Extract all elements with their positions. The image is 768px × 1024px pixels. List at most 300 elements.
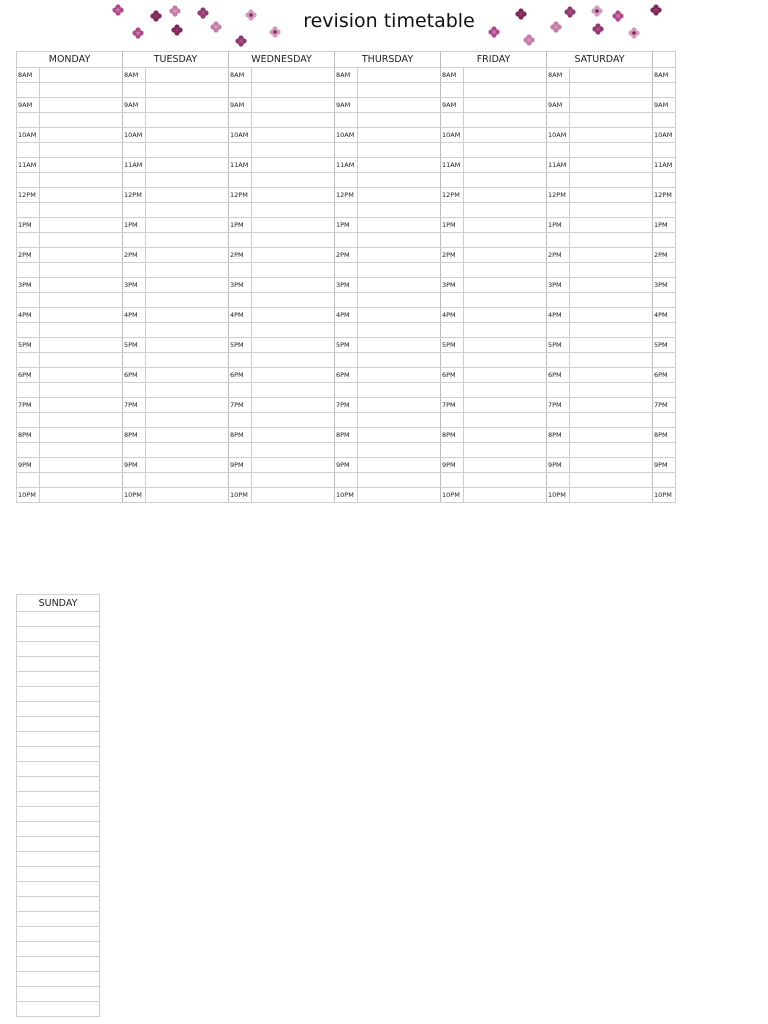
- timetable-slot[interactable]: [252, 128, 335, 143]
- timetable-slot[interactable]: [570, 233, 653, 248]
- timetable-slot[interactable]: [570, 428, 653, 443]
- timetable-slot[interactable]: [146, 413, 229, 428]
- timetable-slot[interactable]: [358, 233, 441, 248]
- timetable-slot[interactable]: [464, 443, 547, 458]
- timetable-slot[interactable]: [335, 353, 358, 368]
- timetable-slot[interactable]: [146, 98, 229, 113]
- timetable-slot[interactable]: [40, 278, 123, 293]
- timetable-slot[interactable]: [252, 113, 335, 128]
- timetable-slot[interactable]: [146, 158, 229, 173]
- timetable-slot[interactable]: [17, 717, 100, 732]
- timetable-slot[interactable]: [252, 473, 335, 488]
- timetable-slot[interactable]: [40, 263, 123, 278]
- timetable-slot[interactable]: [146, 233, 229, 248]
- timetable-slot[interactable]: [570, 203, 653, 218]
- timetable-slot[interactable]: [146, 458, 229, 473]
- timetable-slot[interactable]: [17, 792, 100, 807]
- timetable-slot[interactable]: [358, 443, 441, 458]
- timetable-slot[interactable]: [229, 203, 252, 218]
- timetable-slot[interactable]: [17, 912, 100, 927]
- timetable-slot[interactable]: [570, 293, 653, 308]
- timetable-slot[interactable]: [40, 113, 123, 128]
- timetable-slot[interactable]: [252, 173, 335, 188]
- timetable-slot[interactable]: [146, 188, 229, 203]
- timetable-slot[interactable]: [441, 353, 464, 368]
- timetable-slot[interactable]: [570, 323, 653, 338]
- timetable-slot[interactable]: [358, 383, 441, 398]
- timetable-slot[interactable]: [335, 203, 358, 218]
- timetable-slot[interactable]: [123, 293, 146, 308]
- timetable-slot[interactable]: [17, 473, 40, 488]
- timetable-slot[interactable]: [229, 293, 252, 308]
- timetable-slot[interactable]: [335, 293, 358, 308]
- timetable-slot[interactable]: [335, 83, 358, 98]
- timetable-slot[interactable]: [570, 413, 653, 428]
- timetable-slot[interactable]: [335, 443, 358, 458]
- timetable-slot[interactable]: [464, 473, 547, 488]
- timetable-slot[interactable]: [464, 158, 547, 173]
- timetable-slot[interactable]: [146, 383, 229, 398]
- timetable-slot[interactable]: [464, 173, 547, 188]
- timetable-slot[interactable]: [464, 308, 547, 323]
- timetable-slot[interactable]: [358, 68, 441, 83]
- timetable-slot[interactable]: [547, 443, 570, 458]
- timetable-slot[interactable]: [17, 83, 40, 98]
- timetable-slot[interactable]: [17, 173, 40, 188]
- timetable-slot[interactable]: [123, 383, 146, 398]
- timetable-slot[interactable]: [335, 113, 358, 128]
- timetable-slot[interactable]: [17, 1002, 100, 1017]
- timetable-slot[interactable]: [464, 458, 547, 473]
- timetable-slot[interactable]: [252, 308, 335, 323]
- timetable-slot[interactable]: [40, 443, 123, 458]
- timetable-slot[interactable]: [547, 473, 570, 488]
- timetable-slot[interactable]: [547, 383, 570, 398]
- timetable-slot[interactable]: [123, 173, 146, 188]
- timetable-slot[interactable]: [252, 98, 335, 113]
- timetable-slot[interactable]: [441, 293, 464, 308]
- timetable-slot[interactable]: [358, 398, 441, 413]
- timetable-slot[interactable]: [547, 173, 570, 188]
- timetable-slot[interactable]: [358, 83, 441, 98]
- timetable-slot[interactable]: [146, 218, 229, 233]
- timetable-slot[interactable]: [229, 323, 252, 338]
- timetable-slot[interactable]: [40, 98, 123, 113]
- timetable-slot[interactable]: [570, 278, 653, 293]
- timetable-slot[interactable]: [40, 203, 123, 218]
- timetable-slot[interactable]: [252, 323, 335, 338]
- timetable-slot[interactable]: [17, 323, 40, 338]
- timetable-slot[interactable]: [464, 488, 547, 503]
- timetable-slot[interactable]: [252, 413, 335, 428]
- timetable-slot[interactable]: [547, 263, 570, 278]
- timetable-slot[interactable]: [570, 383, 653, 398]
- timetable-slot[interactable]: [146, 248, 229, 263]
- timetable-slot[interactable]: [653, 203, 676, 218]
- timetable-slot[interactable]: [252, 263, 335, 278]
- timetable-slot[interactable]: [653, 173, 676, 188]
- timetable-slot[interactable]: [123, 203, 146, 218]
- timetable-slot[interactable]: [547, 233, 570, 248]
- timetable-slot[interactable]: [146, 353, 229, 368]
- timetable-slot[interactable]: [358, 263, 441, 278]
- timetable-slot[interactable]: [146, 173, 229, 188]
- timetable-slot[interactable]: [17, 987, 100, 1002]
- timetable-slot[interactable]: [17, 882, 100, 897]
- timetable-slot[interactable]: [252, 428, 335, 443]
- timetable-slot[interactable]: [570, 368, 653, 383]
- timetable-slot[interactable]: [653, 83, 676, 98]
- timetable-slot[interactable]: [40, 188, 123, 203]
- timetable-slot[interactable]: [229, 413, 252, 428]
- timetable-slot[interactable]: [40, 293, 123, 308]
- timetable-slot[interactable]: [570, 338, 653, 353]
- timetable-slot[interactable]: [464, 143, 547, 158]
- timetable-slot[interactable]: [570, 473, 653, 488]
- table-row: [17, 98, 676, 113]
- timetable-slot[interactable]: [40, 368, 123, 383]
- timetable-slot[interactable]: [570, 173, 653, 188]
- timetable-slot[interactable]: [40, 248, 123, 263]
- timetable-slot[interactable]: [441, 173, 464, 188]
- timetable-slot[interactable]: [570, 308, 653, 323]
- timetable-slot[interactable]: [653, 443, 676, 458]
- timetable-slot[interactable]: [17, 627, 100, 642]
- timetable-slot[interactable]: [464, 83, 547, 98]
- timetable-slot[interactable]: [146, 473, 229, 488]
- timetable-slot[interactable]: [464, 218, 547, 233]
- timetable-slot[interactable]: [464, 233, 547, 248]
- timetable-slot[interactable]: [464, 113, 547, 128]
- timetable-slot[interactable]: [570, 83, 653, 98]
- timetable-slot[interactable]: [146, 338, 229, 353]
- timetable-slot[interactable]: [146, 323, 229, 338]
- timetable-slot[interactable]: [358, 98, 441, 113]
- timetable-slot[interactable]: [464, 278, 547, 293]
- timetable-slot[interactable]: [123, 473, 146, 488]
- timetable-slot[interactable]: [547, 83, 570, 98]
- timetable-slot[interactable]: [17, 203, 40, 218]
- timetable-slot[interactable]: [358, 428, 441, 443]
- timetable-slot[interactable]: [123, 83, 146, 98]
- timetable-slot[interactable]: [547, 203, 570, 218]
- timetable-slot[interactable]: [653, 143, 676, 158]
- timetable-slot[interactable]: [40, 398, 123, 413]
- timetable-slot[interactable]: [40, 338, 123, 353]
- timetable-slot[interactable]: [17, 972, 100, 987]
- timetable-slot[interactable]: [40, 413, 123, 428]
- timetable-slot[interactable]: [335, 173, 358, 188]
- timetable-slot[interactable]: [146, 293, 229, 308]
- timetable-slot[interactable]: [547, 143, 570, 158]
- timetable-slot[interactable]: [547, 353, 570, 368]
- timetable-slot[interactable]: [570, 218, 653, 233]
- timetable-slot[interactable]: [441, 323, 464, 338]
- timetable-slot[interactable]: [358, 143, 441, 158]
- timetable-slot[interactable]: [17, 837, 100, 852]
- timetable-slot[interactable]: [653, 293, 676, 308]
- timetable-slot[interactable]: [17, 233, 40, 248]
- timetable-slot[interactable]: [464, 428, 547, 443]
- timetable-slot[interactable]: [252, 293, 335, 308]
- timetable-slot[interactable]: [464, 128, 547, 143]
- timetable-slot[interactable]: [358, 248, 441, 263]
- timetable-slot[interactable]: [123, 263, 146, 278]
- timetable-slot[interactable]: [358, 113, 441, 128]
- timetable-slot[interactable]: [229, 473, 252, 488]
- timetable-slot[interactable]: [229, 83, 252, 98]
- timetable-slot[interactable]: [464, 248, 547, 263]
- timetable-slot[interactable]: [229, 353, 252, 368]
- timetable-slot[interactable]: [40, 488, 123, 503]
- timetable-slot[interactable]: [17, 897, 100, 912]
- timetable-slot[interactable]: [570, 263, 653, 278]
- timetable-slot[interactable]: [570, 98, 653, 113]
- timetable-slot[interactable]: [252, 458, 335, 473]
- timetable-slot[interactable]: [252, 248, 335, 263]
- timetable-slot[interactable]: [40, 458, 123, 473]
- timetable-slot[interactable]: [146, 143, 229, 158]
- timetable-slot[interactable]: [146, 308, 229, 323]
- timetable-slot[interactable]: [17, 747, 100, 762]
- timetable-slot[interactable]: [335, 263, 358, 278]
- timetable-slot[interactable]: [40, 308, 123, 323]
- timetable-slot[interactable]: [146, 113, 229, 128]
- timetable-slot[interactable]: [441, 113, 464, 128]
- timetable-slot[interactable]: [146, 263, 229, 278]
- timetable-slot[interactable]: [441, 413, 464, 428]
- timetable-slot[interactable]: [17, 383, 40, 398]
- timetable-slot[interactable]: [17, 867, 100, 882]
- timetable-slot[interactable]: [17, 957, 100, 972]
- timetable-slot[interactable]: [547, 293, 570, 308]
- timetable-slot[interactable]: [146, 428, 229, 443]
- timetable-slot[interactable]: [40, 143, 123, 158]
- timetable-slot[interactable]: [146, 398, 229, 413]
- timetable-slot[interactable]: [17, 807, 100, 822]
- timetable-slot[interactable]: [653, 323, 676, 338]
- timetable-slot[interactable]: [570, 398, 653, 413]
- timetable-slot[interactable]: [17, 443, 40, 458]
- timetable-slot[interactable]: [40, 383, 123, 398]
- timetable-slot[interactable]: [17, 732, 100, 747]
- timetable-slot[interactable]: [40, 353, 123, 368]
- timetable-slot[interactable]: [358, 458, 441, 473]
- timetable-slot[interactable]: [17, 353, 40, 368]
- timetable-slot[interactable]: [441, 443, 464, 458]
- timetable-slot[interactable]: [17, 702, 100, 717]
- timetable-slot[interactable]: [570, 188, 653, 203]
- timetable-slot[interactable]: [17, 642, 100, 657]
- timetable-slot[interactable]: [441, 143, 464, 158]
- timetable-slot[interactable]: [146, 83, 229, 98]
- timetable-slot[interactable]: [252, 203, 335, 218]
- timetable-slot[interactable]: [464, 368, 547, 383]
- timetable-slot[interactable]: [570, 143, 653, 158]
- timetable-slot[interactable]: [17, 822, 100, 837]
- timetable-slot[interactable]: [464, 413, 547, 428]
- timetable-slot[interactable]: [653, 413, 676, 428]
- timetable-slot[interactable]: [570, 458, 653, 473]
- timetable-slot[interactable]: [252, 143, 335, 158]
- timetable-slot[interactable]: [441, 473, 464, 488]
- timetable-slot[interactable]: [358, 188, 441, 203]
- timetable-slot[interactable]: [146, 368, 229, 383]
- timetable-slot[interactable]: [252, 488, 335, 503]
- timetable-slot[interactable]: [17, 413, 40, 428]
- timetable-slot[interactable]: [252, 383, 335, 398]
- timetable-slot[interactable]: [252, 278, 335, 293]
- timetable-slot[interactable]: [17, 657, 100, 672]
- timetable-slot[interactable]: [123, 113, 146, 128]
- timetable-slot[interactable]: [17, 777, 100, 792]
- timetable-slot[interactable]: [358, 353, 441, 368]
- timetable-slot[interactable]: [570, 113, 653, 128]
- timetable-slot[interactable]: [229, 233, 252, 248]
- timetable-slot[interactable]: [547, 113, 570, 128]
- timetable-slot[interactable]: [146, 488, 229, 503]
- timetable-slot[interactable]: [358, 473, 441, 488]
- timetable-slot[interactable]: [40, 428, 123, 443]
- timetable-slot[interactable]: [441, 203, 464, 218]
- timetable-slot[interactable]: [252, 338, 335, 353]
- timetable-slot[interactable]: [252, 83, 335, 98]
- timetable-slot[interactable]: [17, 672, 100, 687]
- timetable-slot[interactable]: [40, 83, 123, 98]
- timetable-slot[interactable]: [358, 368, 441, 383]
- timetable-slot[interactable]: [358, 278, 441, 293]
- timetable-slot[interactable]: [335, 383, 358, 398]
- timetable-slot[interactable]: [335, 233, 358, 248]
- timetable-slot[interactable]: [252, 218, 335, 233]
- timetable-slot[interactable]: [229, 383, 252, 398]
- timetable-slot[interactable]: [358, 323, 441, 338]
- timetable-slot[interactable]: [17, 927, 100, 942]
- timetable-slot[interactable]: [146, 443, 229, 458]
- timetable-slot[interactable]: [17, 852, 100, 867]
- timetable-slot[interactable]: [40, 68, 123, 83]
- timetable-slot[interactable]: [252, 233, 335, 248]
- timetable-slot[interactable]: [464, 203, 547, 218]
- timetable-slot[interactable]: [146, 68, 229, 83]
- timetable-slot[interactable]: [464, 338, 547, 353]
- timetable-slot[interactable]: [358, 158, 441, 173]
- timetable-slot[interactable]: [252, 443, 335, 458]
- timetable-slot[interactable]: [335, 143, 358, 158]
- timetable-slot[interactable]: [441, 233, 464, 248]
- timetable-slot[interactable]: [40, 173, 123, 188]
- timetable-slot[interactable]: [17, 762, 100, 777]
- timetable-slot[interactable]: [358, 308, 441, 323]
- timetable-slot[interactable]: [17, 143, 40, 158]
- timetable-slot[interactable]: [335, 473, 358, 488]
- timetable-slot[interactable]: [146, 128, 229, 143]
- timetable-slot[interactable]: [40, 473, 123, 488]
- timetable-slot[interactable]: [17, 263, 40, 278]
- timetable-slot[interactable]: [358, 413, 441, 428]
- timetable-slot[interactable]: [441, 383, 464, 398]
- timetable-slot[interactable]: [464, 98, 547, 113]
- timetable-slot[interactable]: [464, 398, 547, 413]
- timetable-slot[interactable]: [441, 83, 464, 98]
- timetable-slot[interactable]: [547, 413, 570, 428]
- timetable-slot[interactable]: [653, 113, 676, 128]
- timetable-slot[interactable]: [40, 158, 123, 173]
- timetable-slot[interactable]: [653, 473, 676, 488]
- timetable-slot[interactable]: [40, 323, 123, 338]
- timetable-slot[interactable]: [335, 323, 358, 338]
- timetable-slot[interactable]: [123, 323, 146, 338]
- timetable-slot[interactable]: [123, 353, 146, 368]
- timetable-slot[interactable]: [464, 323, 547, 338]
- timetable-slot[interactable]: [123, 443, 146, 458]
- timetable-slot[interactable]: [229, 143, 252, 158]
- timetable-slot[interactable]: [441, 263, 464, 278]
- timetable-slot[interactable]: [229, 263, 252, 278]
- timetable-slot[interactable]: [229, 113, 252, 128]
- timetable-slot[interactable]: [358, 293, 441, 308]
- timetable-slot[interactable]: [570, 443, 653, 458]
- timetable-slot[interactable]: [252, 158, 335, 173]
- timetable-slot[interactable]: [335, 413, 358, 428]
- timetable-slot[interactable]: [464, 293, 547, 308]
- timetable-slot[interactable]: [547, 323, 570, 338]
- timetable-slot[interactable]: [252, 368, 335, 383]
- timetable-slot[interactable]: [17, 293, 40, 308]
- timetable-slot[interactable]: [464, 383, 547, 398]
- timetable-slot[interactable]: [252, 398, 335, 413]
- timetable-slot[interactable]: [653, 233, 676, 248]
- timetable-slot[interactable]: [358, 218, 441, 233]
- timetable-slot[interactable]: [358, 338, 441, 353]
- timetable-slot[interactable]: [570, 488, 653, 503]
- timetable-slot[interactable]: [358, 173, 441, 188]
- timetable-slot[interactable]: [40, 218, 123, 233]
- timetable-slot[interactable]: [17, 942, 100, 957]
- timetable-slot[interactable]: [17, 612, 100, 627]
- timetable-slot[interactable]: [570, 128, 653, 143]
- timetable-slot[interactable]: [123, 233, 146, 248]
- timetable-slot[interactable]: [570, 158, 653, 173]
- timetable-slot[interactable]: [464, 68, 547, 83]
- timetable-slot[interactable]: [653, 383, 676, 398]
- timetable-slot[interactable]: [146, 203, 229, 218]
- timetable-slot[interactable]: [123, 413, 146, 428]
- timetable-slot[interactable]: [146, 278, 229, 293]
- timetable-slot[interactable]: [653, 263, 676, 278]
- timetable-slot[interactable]: [464, 353, 547, 368]
- timetable-slot[interactable]: [570, 353, 653, 368]
- timetable-slot[interactable]: [358, 488, 441, 503]
- timetable-slot[interactable]: [464, 188, 547, 203]
- timetable-slot[interactable]: [358, 203, 441, 218]
- timetable-slot[interactable]: [229, 173, 252, 188]
- timetable-slot[interactable]: [17, 687, 100, 702]
- timetable-slot[interactable]: [570, 248, 653, 263]
- timetable-slot[interactable]: [252, 353, 335, 368]
- timetable-slot[interactable]: [358, 128, 441, 143]
- timetable-slot[interactable]: [123, 143, 146, 158]
- timetable-slot[interactable]: [653, 353, 676, 368]
- timetable-slot[interactable]: [229, 443, 252, 458]
- timetable-slot[interactable]: [464, 263, 547, 278]
- timetable-slot[interactable]: [570, 68, 653, 83]
- timetable-slot[interactable]: [252, 68, 335, 83]
- timetable-slot[interactable]: [252, 188, 335, 203]
- timetable-slot[interactable]: [40, 233, 123, 248]
- timetable-slot[interactable]: [17, 113, 40, 128]
- timetable-slot[interactable]: [40, 128, 123, 143]
